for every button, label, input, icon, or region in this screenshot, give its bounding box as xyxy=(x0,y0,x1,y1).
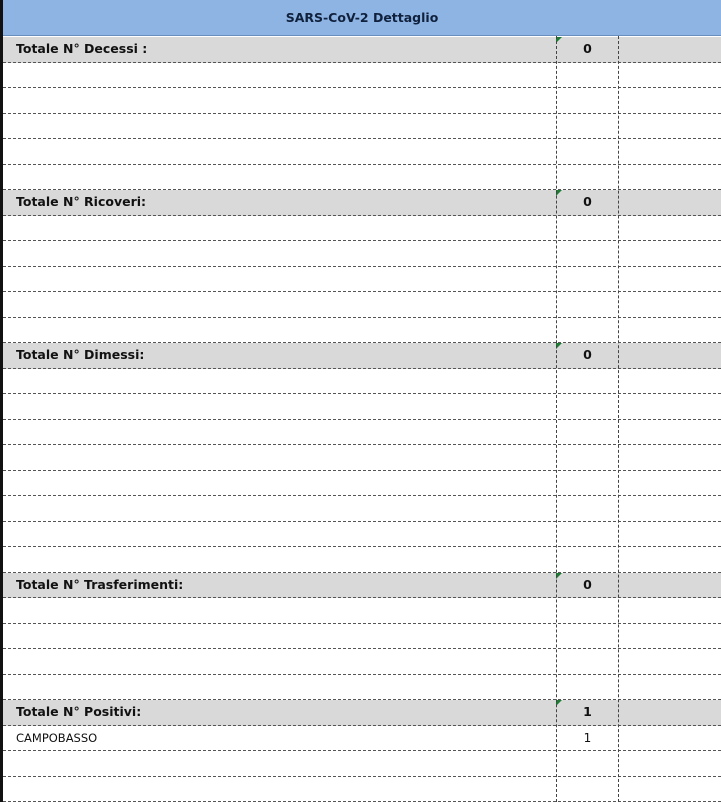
empty-row[interactable] xyxy=(3,63,721,89)
empty-row[interactable] xyxy=(3,420,721,446)
empty-row-value-cell[interactable] xyxy=(556,624,619,649)
section-header-row-label-cell[interactable]: Totale N° Positivi: xyxy=(16,704,142,719)
empty-row-value-cell[interactable] xyxy=(556,318,619,343)
empty-row[interactable] xyxy=(3,777,721,802)
section-header-row-value-cell[interactable]: 0 xyxy=(583,194,592,209)
section-header-row-value-cell[interactable]: 0 xyxy=(583,576,592,592)
empty-row-label-cell[interactable] xyxy=(3,318,556,343)
section-header-row-value-cell[interactable]: 0 xyxy=(583,347,592,362)
empty-row-value-cell[interactable] xyxy=(556,471,619,496)
section-header-row[interactable] xyxy=(3,343,721,369)
empty-row-label-cell[interactable] xyxy=(3,241,556,266)
empty-row-label-cell[interactable] xyxy=(3,624,556,649)
empty-row[interactable] xyxy=(3,522,721,548)
empty-row-label-cell[interactable] xyxy=(3,63,556,88)
data-row-label-cell[interactable]: CAMPOBASSO xyxy=(16,730,98,745)
empty-row[interactable] xyxy=(3,88,721,114)
empty-row-value-cell[interactable] xyxy=(556,547,619,572)
empty-row-value-cell[interactable] xyxy=(556,114,619,139)
empty-row-label-cell[interactable] xyxy=(3,420,556,445)
section-header-row-label-cell[interactable]: Totale N° Dimessi: xyxy=(16,347,145,362)
empty-row-label-cell[interactable] xyxy=(3,292,556,317)
empty-row[interactable] xyxy=(3,241,721,267)
empty-row[interactable] xyxy=(3,649,721,675)
empty-row-label-cell[interactable] xyxy=(3,394,556,419)
empty-row-label-cell[interactable] xyxy=(3,88,556,113)
empty-row-value-cell[interactable] xyxy=(556,267,619,292)
section-header-row[interactable] xyxy=(3,700,721,726)
empty-row-value-cell[interactable] xyxy=(556,139,619,164)
empty-row-value-cell[interactable] xyxy=(556,496,619,521)
empty-row[interactable] xyxy=(3,292,721,318)
empty-row-label-cell[interactable] xyxy=(3,496,556,521)
empty-row-label-cell[interactable] xyxy=(3,777,556,802)
empty-row-label-cell[interactable] xyxy=(3,114,556,139)
empty-row[interactable] xyxy=(3,445,721,471)
section-header-row-label-cell[interactable]: Totale N° Decessi : xyxy=(16,41,148,56)
empty-row[interactable] xyxy=(3,471,721,497)
empty-row-label-cell[interactable] xyxy=(3,139,556,164)
empty-row-value-cell[interactable] xyxy=(556,649,619,674)
empty-row[interactable] xyxy=(3,394,721,420)
empty-row-value-cell[interactable] xyxy=(556,675,619,700)
empty-row-value-cell[interactable] xyxy=(556,88,619,113)
empty-row-value-cell[interactable] xyxy=(556,751,619,776)
section-header-row[interactable] xyxy=(3,573,721,599)
section-header-row[interactable] xyxy=(3,37,721,63)
empty-row[interactable] xyxy=(3,216,721,242)
empty-row-label-cell[interactable] xyxy=(3,751,556,776)
empty-row-value-cell[interactable] xyxy=(556,598,619,623)
sheet-title-row[interactable] xyxy=(0,0,721,36)
empty-row-value-cell[interactable] xyxy=(556,216,619,241)
empty-row-value-cell[interactable] xyxy=(556,241,619,266)
data-row-value-cell[interactable]: 1 xyxy=(583,730,592,745)
empty-row[interactable] xyxy=(3,675,721,701)
empty-row-label-cell[interactable] xyxy=(3,445,556,470)
section-header-row-value-cell[interactable]: 0 xyxy=(583,41,592,56)
empty-row-label-cell[interactable] xyxy=(3,165,556,190)
empty-row-value-cell[interactable] xyxy=(556,777,619,802)
data-row[interactable] xyxy=(3,726,721,752)
empty-row-value-cell[interactable] xyxy=(556,394,619,419)
section-header-row[interactable] xyxy=(3,190,721,216)
empty-row-label-cell[interactable] xyxy=(3,675,556,700)
column-b-border xyxy=(556,36,557,802)
empty-row[interactable] xyxy=(3,165,721,191)
empty-row-label-cell[interactable] xyxy=(3,522,556,547)
empty-row[interactable] xyxy=(3,139,721,165)
column-c-border xyxy=(618,36,619,802)
empty-row-label-cell[interactable] xyxy=(3,649,556,674)
empty-row[interactable] xyxy=(3,547,721,573)
empty-row-value-cell[interactable] xyxy=(556,369,619,394)
empty-row[interactable] xyxy=(3,496,721,522)
empty-row-label-cell[interactable] xyxy=(3,267,556,292)
empty-row[interactable] xyxy=(3,114,721,140)
empty-row-label-cell[interactable] xyxy=(3,547,556,572)
empty-row-label-cell[interactable] xyxy=(3,369,556,394)
section-header-row-value-cell[interactable]: 1 xyxy=(583,704,592,719)
empty-row-value-cell[interactable] xyxy=(556,522,619,547)
section-header-row-label-cell[interactable]: Totale N° Ricoveri: xyxy=(16,194,147,209)
empty-row-label-cell[interactable] xyxy=(3,598,556,623)
empty-row[interactable] xyxy=(3,318,721,344)
empty-row-value-cell[interactable] xyxy=(556,445,619,470)
empty-row-label-cell[interactable] xyxy=(3,471,556,496)
empty-row-value-cell[interactable] xyxy=(556,63,619,88)
empty-row[interactable] xyxy=(3,598,721,624)
empty-row-value-cell[interactable] xyxy=(556,292,619,317)
empty-row[interactable] xyxy=(3,751,721,777)
empty-row-value-cell[interactable] xyxy=(556,420,619,445)
section-header-row-label-cell[interactable]: Totale N° Trasferimenti: xyxy=(16,576,184,592)
empty-row[interactable] xyxy=(3,267,721,293)
empty-row[interactable] xyxy=(3,369,721,395)
empty-row[interactable] xyxy=(3,624,721,650)
empty-row-value-cell[interactable] xyxy=(556,165,619,190)
sheet-title: SARS-CoV-2 Dettaglio xyxy=(285,10,439,25)
empty-row-label-cell[interactable] xyxy=(3,216,556,241)
sheet-left-border xyxy=(0,0,3,802)
